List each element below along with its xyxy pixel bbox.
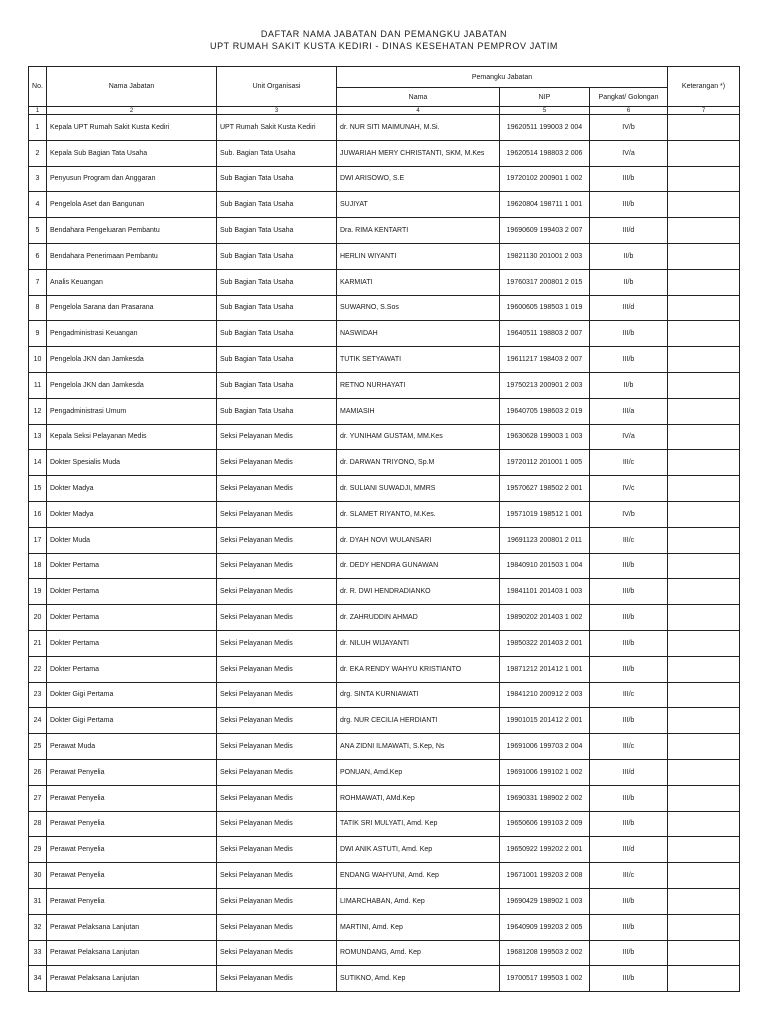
holder-name-cell: MAMIASIH xyxy=(337,398,500,424)
remarks-cell xyxy=(668,785,740,811)
table-row xyxy=(29,218,740,244)
row-number-cell: 25 xyxy=(29,734,47,760)
row-number-cell: 8 xyxy=(29,295,47,321)
holder-nip-cell: 19690609 199403 2 007 xyxy=(500,218,590,244)
row-number-cell: 10 xyxy=(29,347,47,373)
holder-name-cell: SUWARNO, S.Sos xyxy=(337,295,500,321)
table-row xyxy=(29,269,740,295)
row-number-cell: 22 xyxy=(29,656,47,682)
position-name-cell: Dokter Gigi Pertama xyxy=(47,682,217,708)
table-row xyxy=(29,295,740,321)
rank-grade-cell: IV/b xyxy=(590,501,668,527)
organization-unit-cell: Seksi Pelayanan Medis xyxy=(217,966,337,992)
position-name-cell: Dokter Pertama xyxy=(47,553,217,579)
table-row xyxy=(29,501,740,527)
remarks-cell xyxy=(668,708,740,734)
remarks-cell xyxy=(668,218,740,244)
table-row xyxy=(29,630,740,656)
organization-unit-cell: Seksi Pelayanan Medis xyxy=(217,527,337,553)
rank-grade-cell: III/b xyxy=(590,656,668,682)
organization-unit-cell: Seksi Pelayanan Medis xyxy=(217,630,337,656)
holder-name-cell: TATIK SRI MULYATI, Amd. Kep xyxy=(337,811,500,837)
column-number: 2 xyxy=(47,107,217,115)
holder-name-cell: ANA ZIDNI ILMAWATI, S.Kep, Ns xyxy=(337,734,500,760)
position-name-cell: Dokter Pertama xyxy=(47,630,217,656)
holder-nip-cell: 19681208 199503 2 002 xyxy=(500,940,590,966)
position-name-cell: Perawat Penyelia xyxy=(47,785,217,811)
remarks-cell xyxy=(668,115,740,141)
organization-unit-cell: Seksi Pelayanan Medis xyxy=(217,424,337,450)
table-row xyxy=(29,734,740,760)
column-number: 1 xyxy=(29,107,47,115)
row-number-cell: 11 xyxy=(29,372,47,398)
organization-unit-cell: Seksi Pelayanan Medis xyxy=(217,759,337,785)
remarks-cell xyxy=(668,605,740,631)
holder-nip-cell: 19671001 199203 2 008 xyxy=(500,863,590,889)
remarks-cell xyxy=(668,450,740,476)
rank-grade-cell: III/b xyxy=(590,579,668,605)
remarks-cell xyxy=(668,192,740,218)
remarks-cell xyxy=(668,295,740,321)
column-number: 7 xyxy=(668,107,740,115)
remarks-cell xyxy=(668,734,740,760)
row-number-cell: 23 xyxy=(29,682,47,708)
row-number-cell: 30 xyxy=(29,863,47,889)
remarks-cell xyxy=(668,888,740,914)
position-name-cell: Perawat Penyelia xyxy=(47,811,217,837)
rank-grade-cell: III/c xyxy=(590,527,668,553)
remarks-cell xyxy=(668,398,740,424)
organization-unit-cell: Seksi Pelayanan Medis xyxy=(217,837,337,863)
position-name-cell: Kepala Seksi Pelayanan Medis xyxy=(47,424,217,450)
rank-grade-cell: III/b xyxy=(590,321,668,347)
position-name-cell: Analis Keuangan xyxy=(47,269,217,295)
rank-grade-cell: III/c xyxy=(590,682,668,708)
rank-grade-cell: III/d xyxy=(590,759,668,785)
holder-nip-cell: 19720112 201001 1 005 xyxy=(500,450,590,476)
row-number-cell: 33 xyxy=(29,940,47,966)
holder-name-cell: TUTIK SETYAWATI xyxy=(337,347,500,373)
position-name-cell: Perawat Penyelia xyxy=(47,837,217,863)
remarks-cell xyxy=(668,140,740,166)
row-number-cell: 12 xyxy=(29,398,47,424)
holder-nip-cell: 19611217 198403 2 007 xyxy=(500,347,590,373)
position-name-cell: Pengadministrasi Umum xyxy=(47,398,217,424)
organization-unit-cell: Sub Bagian Tata Usaha xyxy=(217,372,337,398)
table-row xyxy=(29,450,740,476)
row-number-cell: 3 xyxy=(29,166,47,192)
holder-nip-cell: 19650922 199202 2 001 xyxy=(500,837,590,863)
table-row xyxy=(29,398,740,424)
header-nip: NIP xyxy=(500,88,590,107)
row-number-cell: 14 xyxy=(29,450,47,476)
rank-grade-cell: III/b xyxy=(590,811,668,837)
row-number-cell: 17 xyxy=(29,527,47,553)
table-row xyxy=(29,527,740,553)
document-title: DAFTAR NAMA JABATAN DAN PEMANGKU JABATAN xyxy=(260,29,508,39)
remarks-cell xyxy=(668,579,740,605)
holder-name-cell: PONUAN, Amd.Kep xyxy=(337,759,500,785)
row-number-cell: 19 xyxy=(29,579,47,605)
holder-nip-cell: 19700517 199503 1 002 xyxy=(500,966,590,992)
organization-unit-cell: Sub Bagian Tata Usaha xyxy=(217,192,337,218)
holder-nip-cell: 19691006 199703 2 004 xyxy=(500,734,590,760)
column-number-row xyxy=(29,107,740,115)
holder-nip-cell: 19650606 199103 2 009 xyxy=(500,811,590,837)
holder-nip-cell: 19841210 200912 2 003 xyxy=(500,682,590,708)
rank-grade-cell: III/b xyxy=(590,785,668,811)
rank-grade-cell: III/b xyxy=(590,553,668,579)
remarks-cell xyxy=(668,914,740,940)
position-name-cell: Bendahara Penerimaan Pembantu xyxy=(47,243,217,269)
organization-unit-cell: Sub Bagian Tata Usaha xyxy=(217,321,337,347)
position-name-cell: Penyusun Program dan Anggaran xyxy=(47,166,217,192)
remarks-cell xyxy=(668,811,740,837)
row-number-cell: 21 xyxy=(29,630,47,656)
table-row xyxy=(29,966,740,992)
position-name-cell: Perawat Pelaksana Lanjutan xyxy=(47,966,217,992)
header-nama: Nama xyxy=(337,88,500,107)
table-row xyxy=(29,321,740,347)
holder-nip-cell: 19690331 198902 2 002 xyxy=(500,785,590,811)
organization-unit-cell: Sub Bagian Tata Usaha xyxy=(217,295,337,321)
rank-grade-cell: III/d xyxy=(590,295,668,321)
remarks-cell xyxy=(668,863,740,889)
position-name-cell: Dokter Pertama xyxy=(47,579,217,605)
position-name-cell: Pengelola JKN dan Jamkesda xyxy=(47,347,217,373)
table-row xyxy=(29,682,740,708)
holder-name-cell: dr. NILUH WIJAYANTI xyxy=(337,630,500,656)
rank-grade-cell: III/d xyxy=(590,837,668,863)
holder-nip-cell: 19850322 201403 2 001 xyxy=(500,630,590,656)
position-name-cell: Perawat Penyelia xyxy=(47,888,217,914)
row-number-cell: 2 xyxy=(29,140,47,166)
remarks-cell xyxy=(668,837,740,863)
organization-unit-cell: Seksi Pelayanan Medis xyxy=(217,811,337,837)
rank-grade-cell: IV/c xyxy=(590,476,668,502)
organization-unit-cell: Seksi Pelayanan Medis xyxy=(217,734,337,760)
row-number-cell: 6 xyxy=(29,243,47,269)
position-name-cell: Pengelola Aset dan Bangunan xyxy=(47,192,217,218)
header-keterangan: Keterangan *) xyxy=(668,67,740,107)
organization-unit-cell: Sub Bagian Tata Usaha xyxy=(217,166,337,192)
remarks-cell xyxy=(668,476,740,502)
table-row xyxy=(29,914,740,940)
organization-unit-cell: Sub Bagian Tata Usaha xyxy=(217,347,337,373)
organization-unit-cell: Sub Bagian Tata Usaha xyxy=(217,398,337,424)
row-number-cell: 15 xyxy=(29,476,47,502)
row-number-cell: 27 xyxy=(29,785,47,811)
remarks-cell xyxy=(668,630,740,656)
remarks-cell xyxy=(668,269,740,295)
row-number-cell: 24 xyxy=(29,708,47,734)
holder-name-cell: dr. R. DWI HENDRADIANKO xyxy=(337,579,500,605)
holder-name-cell: KARMIATI xyxy=(337,269,500,295)
holder-name-cell: dr. EKA RENDY WAHYU KRISTIANTO xyxy=(337,656,500,682)
holder-nip-cell: 19640705 198603 2 019 xyxy=(500,398,590,424)
remarks-cell xyxy=(668,656,740,682)
organization-unit-cell: Seksi Pelayanan Medis xyxy=(217,579,337,605)
holder-nip-cell: 19691123 200801 2 011 xyxy=(500,527,590,553)
organization-unit-cell: Sub Bagian Tata Usaha xyxy=(217,218,337,244)
header-no: No. xyxy=(29,67,47,107)
table-row xyxy=(29,166,740,192)
rank-grade-cell: III/b xyxy=(590,708,668,734)
holder-nip-cell: 19600605 198503 1 019 xyxy=(500,295,590,321)
remarks-cell xyxy=(668,243,740,269)
table-row xyxy=(29,811,740,837)
table-row xyxy=(29,372,740,398)
organization-unit-cell: Seksi Pelayanan Medis xyxy=(217,605,337,631)
rank-grade-cell: II/b xyxy=(590,269,668,295)
remarks-cell xyxy=(668,759,740,785)
column-number: 4 xyxy=(337,107,500,115)
position-name-cell: Kepala Sub Bagian Tata Usaha xyxy=(47,140,217,166)
row-number-cell: 20 xyxy=(29,605,47,631)
table-body xyxy=(29,115,740,992)
rank-grade-cell: III/b xyxy=(590,630,668,656)
organization-unit-cell: Seksi Pelayanan Medis xyxy=(217,785,337,811)
rank-grade-cell: III/b xyxy=(590,888,668,914)
position-name-cell: Perawat Penyelia xyxy=(47,759,217,785)
holder-name-cell: SUJIYAT xyxy=(337,192,500,218)
position-name-cell: Dokter Gigi Pertama xyxy=(47,708,217,734)
organization-unit-cell: Seksi Pelayanan Medis xyxy=(217,940,337,966)
holder-name-cell: DWI ANIK ASTUTI, Amd. Kep xyxy=(337,837,500,863)
header-unit-organisasi: Unit Organisasi xyxy=(217,67,337,107)
position-name-cell: Perawat Pelaksana Lanjutan xyxy=(47,914,217,940)
holder-name-cell: dr. DYAH NOVI WULANSARI xyxy=(337,527,500,553)
table-row xyxy=(29,888,740,914)
holder-nip-cell: 19750213 200901 2 003 xyxy=(500,372,590,398)
holder-nip-cell: 19871212 201412 1 001 xyxy=(500,656,590,682)
position-name-cell: Pengelola JKN dan Jamkesda xyxy=(47,372,217,398)
row-number-cell: 26 xyxy=(29,759,47,785)
organization-unit-cell: Seksi Pelayanan Medis xyxy=(217,863,337,889)
rank-grade-cell: III/b xyxy=(590,914,668,940)
row-number-cell: 31 xyxy=(29,888,47,914)
document-subtitle: UPT RUMAH SAKIT KUSTA KEDIRI - DINAS KESEHATAN PEMPROV JATIM xyxy=(209,41,559,51)
rank-grade-cell: II/b xyxy=(590,243,668,269)
holder-nip-cell: 19890202 201403 1 002 xyxy=(500,605,590,631)
holder-nip-cell: 19821130 201001 2 003 xyxy=(500,243,590,269)
holder-name-cell: Dra. RIMA KENTARTI xyxy=(337,218,500,244)
position-name-cell: Dokter Pertama xyxy=(47,656,217,682)
remarks-cell xyxy=(668,372,740,398)
holder-name-cell: dr. YUNIHAM GUSTAM, MM.Kes xyxy=(337,424,500,450)
table-row xyxy=(29,785,740,811)
remarks-cell xyxy=(668,424,740,450)
holder-name-cell: SUTIKNO, Amd. Kep xyxy=(337,966,500,992)
organization-unit-cell: Seksi Pelayanan Medis xyxy=(217,501,337,527)
holder-nip-cell: 19690429 198902 1 003 xyxy=(500,888,590,914)
holder-nip-cell: 19640909 199203 2 005 xyxy=(500,914,590,940)
row-number-cell: 28 xyxy=(29,811,47,837)
holder-name-cell: ROMUNDANG, Amd. Kep xyxy=(337,940,500,966)
header-nama-jabatan: Nama Jabatan xyxy=(47,67,217,107)
row-number-cell: 16 xyxy=(29,501,47,527)
rank-grade-cell: IV/a xyxy=(590,424,668,450)
table-row xyxy=(29,424,740,450)
holder-nip-cell: 19630628 199003 1 003 xyxy=(500,424,590,450)
row-number-cell: 1 xyxy=(29,115,47,141)
column-number: 6 xyxy=(590,107,668,115)
position-name-cell: Dokter Pertama xyxy=(47,605,217,631)
holder-nip-cell: 19620514 198803 2 006 xyxy=(500,140,590,166)
position-table xyxy=(28,66,740,992)
position-name-cell: Bendahara Pengeluaran Pembantu xyxy=(47,218,217,244)
organization-unit-cell: Seksi Pelayanan Medis xyxy=(217,682,337,708)
organization-unit-cell: Seksi Pelayanan Medis xyxy=(217,553,337,579)
row-number-cell: 32 xyxy=(29,914,47,940)
position-name-cell: Perawat Penyelia xyxy=(47,863,217,889)
holder-name-cell: ROHMAWATI, AMd.Kep xyxy=(337,785,500,811)
holder-nip-cell: 19901015 201412 2 001 xyxy=(500,708,590,734)
holder-nip-cell: 19840910 201503 1 004 xyxy=(500,553,590,579)
table-row xyxy=(29,759,740,785)
table-row xyxy=(29,579,740,605)
rank-grade-cell: III/c xyxy=(590,450,668,476)
rank-grade-cell: III/a xyxy=(590,398,668,424)
table-row xyxy=(29,656,740,682)
holder-nip-cell: 19720102 200901 1 002 xyxy=(500,166,590,192)
position-name-cell: Pengelola Sarana dan Prasarana xyxy=(47,295,217,321)
table-row xyxy=(29,243,740,269)
rank-grade-cell: III/b xyxy=(590,192,668,218)
header-pangkat-golongan: Pangkat/ Golongan xyxy=(590,88,668,107)
table-row xyxy=(29,605,740,631)
holder-nip-cell: 19841101 201403 1 003 xyxy=(500,579,590,605)
rank-grade-cell: III/b xyxy=(590,940,668,966)
rank-grade-cell: III/c xyxy=(590,863,668,889)
table-row xyxy=(29,940,740,966)
holder-name-cell: HERLIN WIYANTI xyxy=(337,243,500,269)
holder-name-cell: LIMARCHABAN, Amd. Kep xyxy=(337,888,500,914)
organization-unit-cell: Seksi Pelayanan Medis xyxy=(217,450,337,476)
row-number-cell: 9 xyxy=(29,321,47,347)
holder-name-cell: dr. DEDY HENDRA GUNAWAN xyxy=(337,553,500,579)
column-number: 3 xyxy=(217,107,337,115)
rank-grade-cell: III/c xyxy=(590,734,668,760)
row-number-cell: 29 xyxy=(29,837,47,863)
table-row xyxy=(29,863,740,889)
table-row xyxy=(29,192,740,218)
holder-name-cell: dr. NUR SITI MAIMUNAH, M.Si. xyxy=(337,115,500,141)
organization-unit-cell: UPT Rumah Sakit Kusta Kediri xyxy=(217,115,337,141)
document-title-block xyxy=(0,28,768,52)
holder-nip-cell: 19571019 198512 1 001 xyxy=(500,501,590,527)
holder-name-cell: NASWIDAH xyxy=(337,321,500,347)
row-number-cell: 34 xyxy=(29,966,47,992)
row-number-cell: 4 xyxy=(29,192,47,218)
remarks-cell xyxy=(668,966,740,992)
table-row xyxy=(29,837,740,863)
holder-name-cell: ENDANG WAHYUNI, Amd. Kep xyxy=(337,863,500,889)
position-name-cell: Dokter Spesialis Muda xyxy=(47,450,217,476)
row-number-cell: 7 xyxy=(29,269,47,295)
position-name-cell: Dokter Madya xyxy=(47,501,217,527)
table-row xyxy=(29,347,740,373)
rank-grade-cell: III/d xyxy=(590,218,668,244)
organization-unit-cell: Sub. Bagian Tata Usaha xyxy=(217,140,337,166)
column-number: 5 xyxy=(500,107,590,115)
holder-name-cell: drg. NUR CECILIA HERDIANTI xyxy=(337,708,500,734)
table-row xyxy=(29,140,740,166)
holder-name-cell: JUWARIAH MERY CHRISTANTI, SKM, M.Kes xyxy=(337,140,500,166)
holder-nip-cell: 19760317 200801 2 015 xyxy=(500,269,590,295)
rank-grade-cell: III/b xyxy=(590,347,668,373)
holder-name-cell: dr. ZAHRUDDIN AHMAD xyxy=(337,605,500,631)
rank-grade-cell: III/b xyxy=(590,166,668,192)
table-row xyxy=(29,553,740,579)
holder-nip-cell: 19640511 198803 2 007 xyxy=(500,321,590,347)
holder-name-cell: drg. SINTA KURNIAWATI xyxy=(337,682,500,708)
position-name-cell: Perawat Pelaksana Lanjutan xyxy=(47,940,217,966)
table-row xyxy=(29,476,740,502)
table-row xyxy=(29,708,740,734)
organization-unit-cell: Sub Bagian Tata Usaha xyxy=(217,269,337,295)
remarks-cell xyxy=(668,347,740,373)
position-name-cell: Dokter Muda xyxy=(47,527,217,553)
holder-name-cell: dr. SLAMET RIYANTO, M.Kes. xyxy=(337,501,500,527)
rank-grade-cell: IV/b xyxy=(590,115,668,141)
rank-grade-cell: II/b xyxy=(590,372,668,398)
organization-unit-cell: Seksi Pelayanan Medis xyxy=(217,656,337,682)
rank-grade-cell: III/b xyxy=(590,966,668,992)
header-pemangku-jabatan: Pemangku Jabatan xyxy=(337,67,668,88)
remarks-cell xyxy=(668,166,740,192)
holder-name-cell: DWI ARISOWO, S.E xyxy=(337,166,500,192)
remarks-cell xyxy=(668,682,740,708)
holder-nip-cell: 19691006 199102 1 002 xyxy=(500,759,590,785)
remarks-cell xyxy=(668,940,740,966)
holder-name-cell: MARTINI, Amd. Kep xyxy=(337,914,500,940)
holder-nip-cell: 19620511 199003 2 004 xyxy=(500,115,590,141)
holder-nip-cell: 19620804 198711 1 001 xyxy=(500,192,590,218)
remarks-cell xyxy=(668,501,740,527)
holder-name-cell: RETNO NURHAYATI xyxy=(337,372,500,398)
organization-unit-cell: Sub Bagian Tata Usaha xyxy=(217,243,337,269)
position-name-cell: Perawat Muda xyxy=(47,734,217,760)
organization-unit-cell: Seksi Pelayanan Medis xyxy=(217,476,337,502)
remarks-cell xyxy=(668,321,740,347)
row-number-cell: 5 xyxy=(29,218,47,244)
row-number-cell: 13 xyxy=(29,424,47,450)
row-number-cell: 18 xyxy=(29,553,47,579)
position-name-cell: Pengadministrasi Keuangan xyxy=(47,321,217,347)
organization-unit-cell: Seksi Pelayanan Medis xyxy=(217,914,337,940)
holder-name-cell: dr. DARWAN TRIYONO, Sp.M xyxy=(337,450,500,476)
holder-name-cell: dr. SULIANI SUWADJI, MMRS xyxy=(337,476,500,502)
table-row xyxy=(29,115,740,141)
table-header xyxy=(29,67,740,115)
remarks-cell xyxy=(668,527,740,553)
rank-grade-cell: III/b xyxy=(590,605,668,631)
position-name-cell: Dokter Madya xyxy=(47,476,217,502)
remarks-cell xyxy=(668,553,740,579)
rank-grade-cell: IV/a xyxy=(590,140,668,166)
position-name-cell: Kepala UPT Rumah Sakit Kusta Kediri xyxy=(47,115,217,141)
organization-unit-cell: Seksi Pelayanan Medis xyxy=(217,708,337,734)
organization-unit-cell: Seksi Pelayanan Medis xyxy=(217,888,337,914)
holder-nip-cell: 19570627 198502 2 001 xyxy=(500,476,590,502)
